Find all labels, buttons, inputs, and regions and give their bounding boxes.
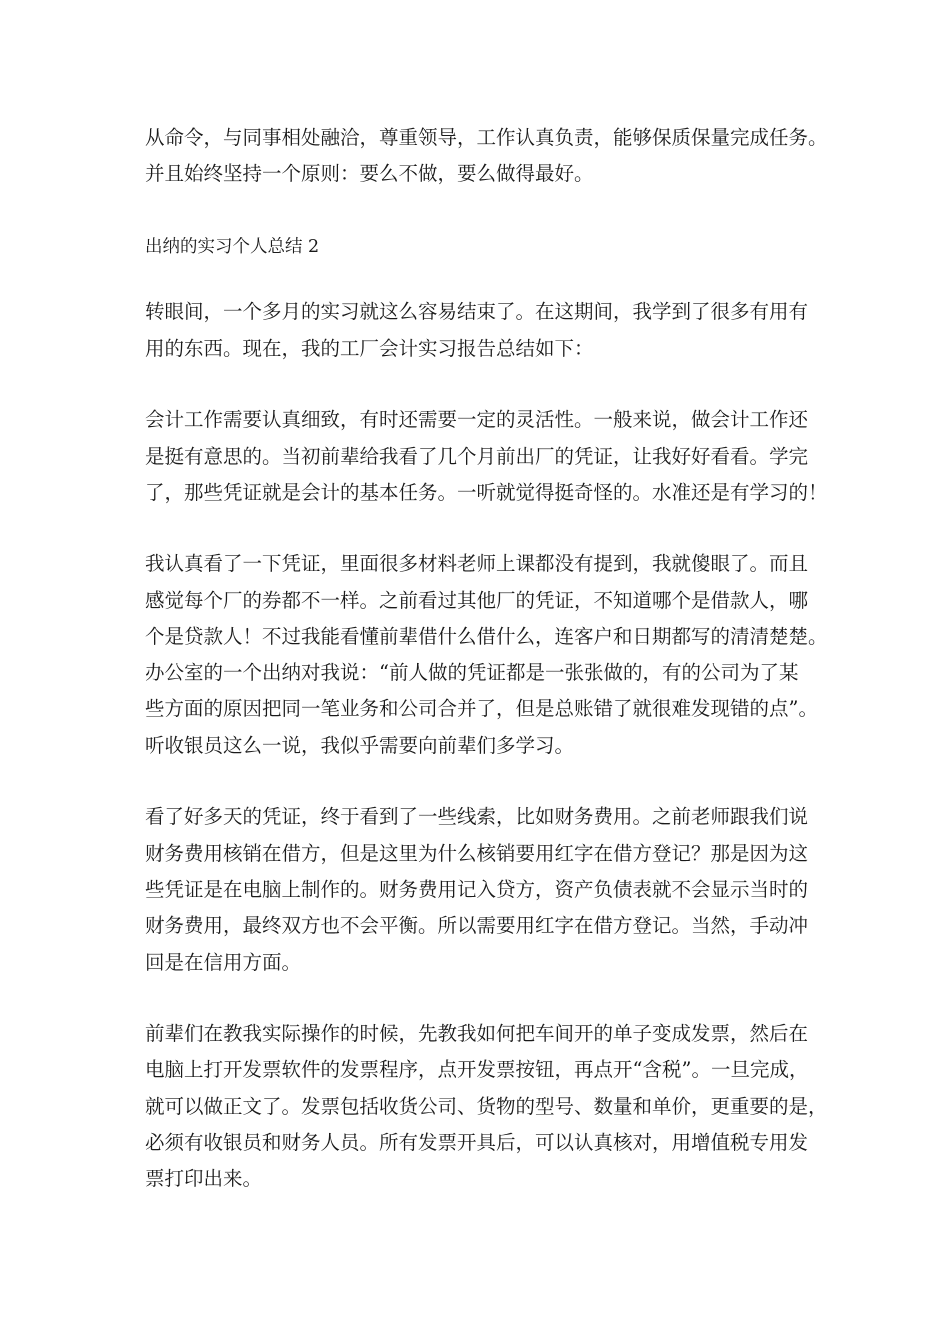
text-line: 办公室的一个出纳对我说：“前人做的凭证都是一张张做的，有的公司为了某 xyxy=(145,661,799,684)
text-line: 会计工作需要认真细致，有时还需要一定的灵活性。一般来说，做会计工作还 xyxy=(145,408,809,431)
text-line: 感觉每个厂的券都不一样。之前看过其他厂的凭证，不知道哪个是借款人，哪 xyxy=(145,589,809,612)
text-line: 并且始终坚持一个原则：要么不做，要么做得最好。 xyxy=(145,162,594,185)
text-line: 听收银员这么一说，我似乎需要向前辈们多学习。 xyxy=(145,734,575,757)
text-line: 看了好多天的凭证，终于看到了一些线索，比如财务费用。之前老师跟我们说 xyxy=(145,805,809,828)
text-line: 些凭证是在电脑上制作的。财务费用记入贷方，资产负债表就不会显示当时的 xyxy=(145,878,809,901)
text-line: 转眼间，一个多月的实习就这么容易结束了。在这期间，我学到了很多有用有 xyxy=(145,300,809,323)
text-line: 了，那些凭证就是会计的基本任务。一听就觉得挺奇怪的。水准还是有学习的！ xyxy=(145,481,828,504)
text-line: 回是在信用方面。 xyxy=(145,951,302,974)
text-line: 从命令，与同事相处融洽，尊重领导，工作认真负责，能够保质保量完成任务。 xyxy=(145,126,828,149)
text-line: 个是贷款人！不过我能看懂前辈借什么借什么，连客户和日期都写的清清楚楚。 xyxy=(145,625,828,648)
text-line: 票打印出来。 xyxy=(145,1167,263,1190)
text-line: 就可以做正文了。发票包括收货公司、货物的型号、数量和单价，更重要的是， xyxy=(145,1095,828,1118)
text-line: 些方面的原因把同一笔业务和公司合并了，但是总账错了就很难发现错的点”。 xyxy=(145,697,818,720)
text-line: 我认真看了一下凭证，里面很多材料老师上课都没有提到，我就傻眼了。而且 xyxy=(145,552,809,575)
text-line: 必须有收银员和财务人员。所有发票开具后，可以认真核对，用增值税专用发 xyxy=(145,1131,809,1154)
text-line: 是挺有意思的。当初前辈给我看了几个月前出厂的凭证，让我好好看看。学完 xyxy=(145,445,809,468)
text-line: 用的东西。现在，我的工厂会计实习报告总结如下： xyxy=(145,337,594,360)
section-title: 出纳的实习个人总结 2 xyxy=(145,237,320,257)
text-line: 财务费用，最终双方也不会平衡。所以需要用红字在借方登记。当然，手动冲 xyxy=(145,914,809,937)
text-line: 前辈们在教我实际操作的时候，先教我如何把车间开的单子变成发票，然后在 xyxy=(145,1022,809,1045)
text-line: 电脑上打开发票软件的发票程序，点开发票按钮，再点开“含税”。一旦完成， xyxy=(145,1058,809,1081)
text-line: 财务费用核销在借方，但是这里为什么核销要用红字在借方登记？那是因为这 xyxy=(145,842,809,865)
